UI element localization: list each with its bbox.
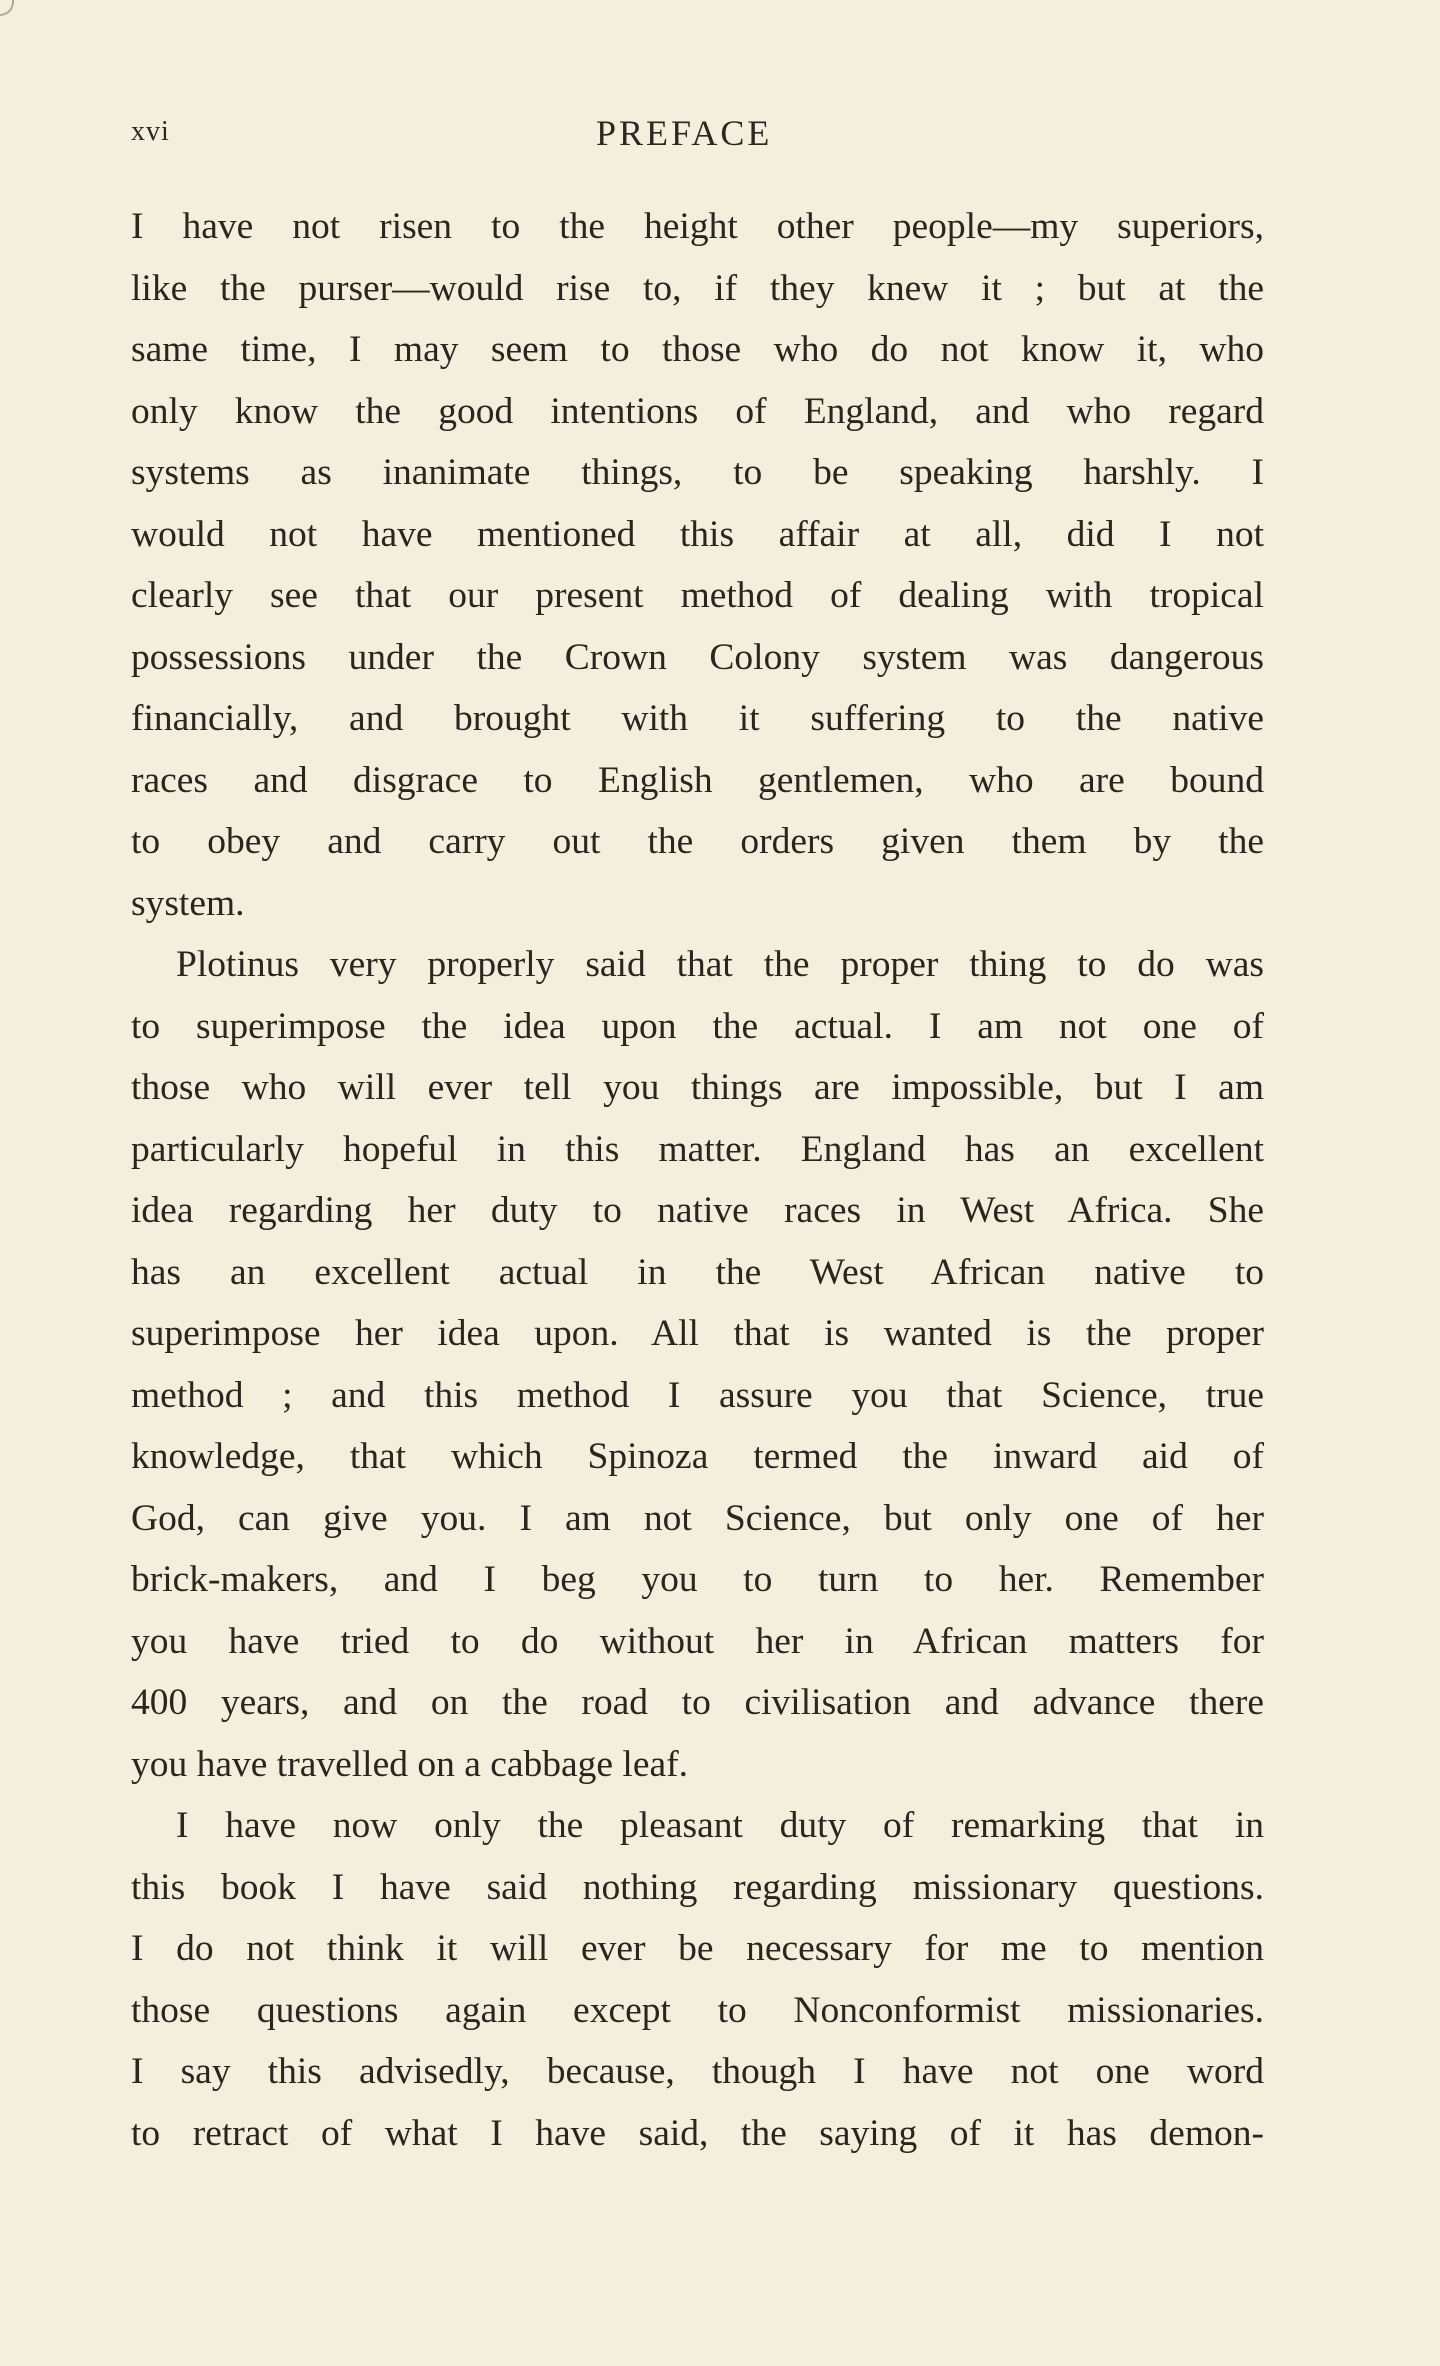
text-line: clearly see that our present method of dealing with tropical bbox=[131, 575, 1264, 616]
text-line: God, can give you. I am not Science, but only one of her bbox=[131, 1497, 1264, 1539]
text-line: idea regarding her duty to native races in West Africa. She bbox=[131, 1190, 1264, 1231]
text-line: possessions under the Crown Colony system was dangerous bbox=[131, 636, 1264, 678]
text-line: knowledge, that which Spinoza termed the inward aid of bbox=[131, 1436, 1264, 1477]
scan-corner-mark bbox=[0, 0, 14, 16]
text-line: to obey and carry out the orders given them by the bbox=[131, 821, 1264, 862]
text-line: brick-makers, and I beg you to turn to her. Remember bbox=[131, 1559, 1264, 1600]
text-line: 400 years, and on the road to civilisation and advance there bbox=[131, 1682, 1264, 1723]
text-line: Plotinus very properly said that the proper thing to do was bbox=[176, 944, 1264, 985]
page-number: xvi bbox=[131, 116, 170, 147]
text-line: those who will ever tell you things are impossible, but I am bbox=[131, 1067, 1264, 1108]
running-head bbox=[131, 112, 1264, 160]
text-line: would not have mentioned this affair at all, did I not bbox=[131, 513, 1264, 555]
text-line: to superimpose the idea upon the actual. I am not one of bbox=[131, 1005, 1264, 1047]
text-line: method ; and this method I assure you that Science, true bbox=[131, 1374, 1264, 1416]
text-line: I have now only the pleasant duty of remarking that in bbox=[176, 1805, 1264, 1846]
text-line: races and disgrace to English gentlemen, who are bound bbox=[131, 759, 1264, 801]
text-line: those questions again except to Nonconformist missionaries. bbox=[131, 1989, 1264, 2031]
text-line: systems as inanimate things, to be speaking harshly. I bbox=[131, 452, 1264, 493]
running-title: PREFACE bbox=[596, 113, 773, 153]
text-line: only know the good intentions of England, and who regard bbox=[131, 390, 1264, 432]
text-line: I do not think it will ever be necessary for me to mention bbox=[131, 1928, 1264, 1969]
text-line: to retract of what I have said, the saying of it has demon- bbox=[131, 2112, 1264, 2154]
text-line: superimpose her idea upon. All that is wanted is the proper bbox=[131, 1313, 1264, 1354]
text-line: same time, I may seem to those who do not know it, who bbox=[131, 329, 1264, 370]
body-text bbox=[131, 196, 1264, 2164]
text-line: I have not risen to the height other people—my superiors, bbox=[131, 206, 1264, 247]
text-line: like the purser—would rise to, if they knew it ; but at the bbox=[131, 267, 1264, 309]
text-line: you have tried to do without her in African matters for bbox=[131, 1620, 1264, 1662]
text-line: I say this advisedly, because, though I have not one word bbox=[131, 2051, 1264, 2092]
text-line: financially, and brought with it suffering to the native bbox=[131, 698, 1264, 739]
text-line: has an excellent actual in the West African native to bbox=[131, 1251, 1264, 1293]
text-line: you have travelled on a cabbage leaf. bbox=[131, 1743, 689, 1785]
text-line: particularly hopeful in this matter. England has an excellent bbox=[131, 1128, 1264, 1170]
text-line: system. bbox=[131, 882, 245, 924]
text-line: this book I have said nothing regarding missionary questions. bbox=[131, 1866, 1264, 1908]
